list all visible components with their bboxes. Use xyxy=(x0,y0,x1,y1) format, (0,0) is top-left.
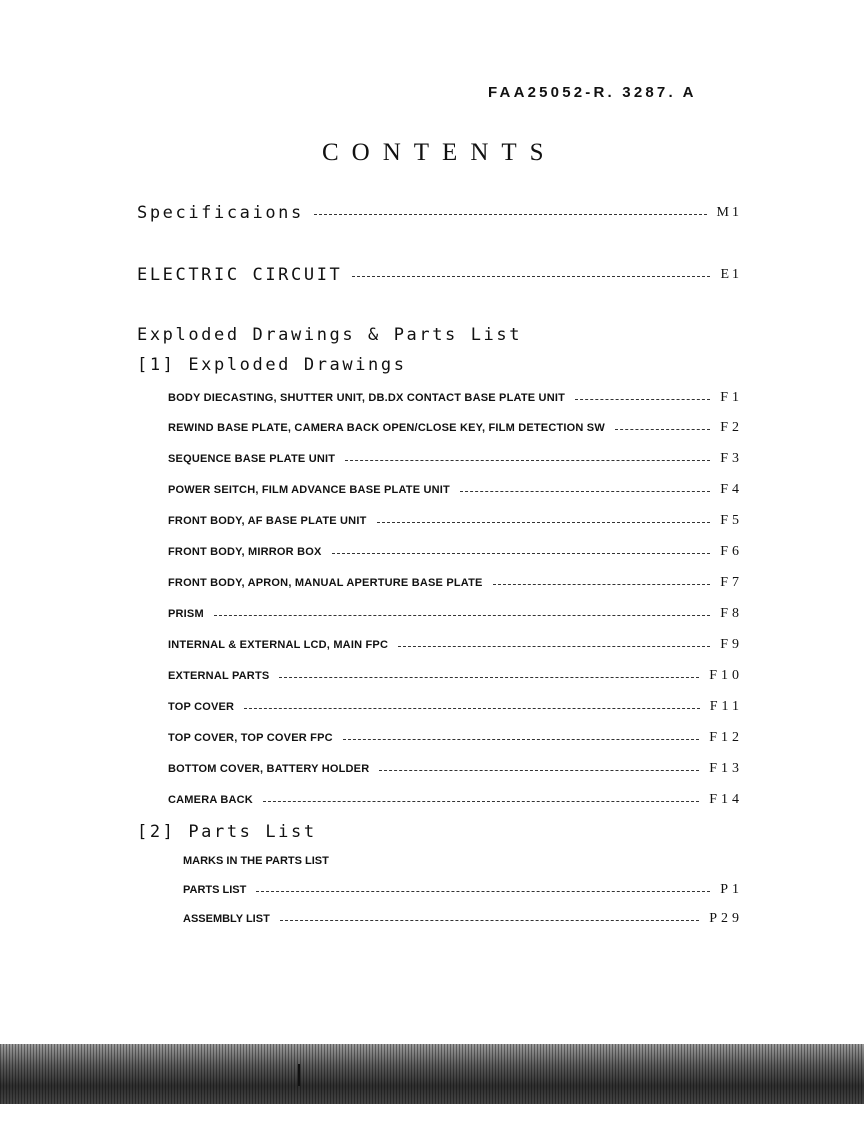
toc-page: F8 xyxy=(720,606,743,621)
toc-page: F14 xyxy=(709,792,743,807)
dot-leader xyxy=(398,646,710,647)
toc-page: F12 xyxy=(709,730,743,745)
toc-row xyxy=(168,699,743,715)
toc-label: PRISM xyxy=(168,608,204,620)
toc-page: P29 xyxy=(709,911,743,926)
toc-page: F5 xyxy=(720,513,743,528)
toc-label: ELECTRIC CIRCUIT xyxy=(137,265,343,285)
toc-row xyxy=(168,637,743,653)
toc-page: F3 xyxy=(720,451,743,466)
toc-row xyxy=(168,482,743,498)
toc-label: FRONT BODY, AF BASE PLATE UNIT xyxy=(168,515,367,527)
dot-leader xyxy=(377,522,711,523)
toc-page: F4 xyxy=(720,482,743,497)
dot-leader xyxy=(352,276,710,277)
toc-row xyxy=(168,513,743,529)
toc-row-specifications xyxy=(137,203,742,223)
section-heading-exploded-drawings: [1] Exploded Drawings xyxy=(137,355,407,375)
dot-leader xyxy=(575,399,710,400)
dot-leader xyxy=(615,429,710,430)
dot-leader xyxy=(244,708,700,709)
toc-page: F10 xyxy=(709,668,743,683)
toc-label: REWIND BASE PLATE, CAMERA BACK OPEN/CLOSE KEY, FILM DETECTION SW xyxy=(168,422,605,434)
toc-page: E1 xyxy=(720,267,742,282)
toc-page: P1 xyxy=(720,882,743,897)
toc-label: CAMERA BACK xyxy=(168,794,253,806)
toc-label: TOP COVER, TOP COVER FPC xyxy=(168,732,333,744)
toc-label: Specificaions xyxy=(137,203,304,223)
document-code: FAA25052-R. 3287. A xyxy=(488,84,697,101)
dot-leader xyxy=(343,739,699,740)
toc-row xyxy=(168,668,743,684)
dot-leader xyxy=(279,677,699,678)
dot-leader xyxy=(345,460,710,461)
scan-mark xyxy=(298,1064,300,1086)
toc-page: F2 xyxy=(720,420,743,435)
toc-label: BOTTOM COVER, BATTERY HOLDER xyxy=(168,763,370,775)
toc-label: TOP COVER xyxy=(168,701,235,713)
dot-leader xyxy=(314,214,707,215)
toc-page: F1 xyxy=(720,390,743,405)
toc-row xyxy=(168,730,743,746)
toc-label: BODY DIECASTING, SHUTTER UNIT, DB.DX CONTACT BASE PLATE UNIT xyxy=(168,392,566,404)
dot-leader xyxy=(379,770,699,771)
toc-row xyxy=(168,761,743,777)
toc-row-parts-list xyxy=(183,882,743,898)
dot-leader xyxy=(332,553,711,554)
dot-leader xyxy=(280,920,699,921)
toc-page: F9 xyxy=(720,637,743,652)
page-title: CONTENTS xyxy=(322,139,557,166)
toc-row xyxy=(168,451,743,467)
toc-row xyxy=(168,606,743,622)
toc-page: F7 xyxy=(720,575,743,590)
dot-leader xyxy=(493,584,711,585)
toc-label: SEQUENCE BASE PLATE UNIT xyxy=(168,453,336,465)
toc-row-assembly-list xyxy=(183,911,743,927)
toc-label: PARTS LIST xyxy=(183,884,247,896)
section-heading-parts-list: [2] Parts List xyxy=(137,822,317,842)
dot-leader xyxy=(256,891,710,892)
toc-page: F6 xyxy=(720,544,743,559)
dot-leader xyxy=(214,615,710,616)
toc-page: F11 xyxy=(709,699,743,714)
toc-page: M1 xyxy=(716,205,742,220)
dot-leader xyxy=(263,801,699,802)
scan-artifact-band xyxy=(0,1044,864,1104)
marks-label: MARKS IN THE PARTS LIST xyxy=(183,855,329,867)
toc-label: INTERNAL & EXTERNAL LCD, MAIN FPC xyxy=(168,639,389,651)
toc-row xyxy=(168,390,743,406)
toc-label: FRONT BODY, MIRROR BOX xyxy=(168,546,322,558)
toc-row-electric-circuit xyxy=(137,265,742,285)
toc-label: FRONT BODY, APRON, MANUAL APERTURE BASE PLATE xyxy=(168,577,483,589)
toc-row xyxy=(168,544,743,560)
toc-label: POWER SEITCH, FILM ADVANCE BASE PLATE UNIT xyxy=(168,484,450,496)
dot-leader xyxy=(460,491,710,492)
toc-label: EXTERNAL PARTS xyxy=(168,670,270,682)
toc-row xyxy=(168,575,743,591)
toc-page: F13 xyxy=(709,761,743,776)
toc-row xyxy=(168,420,743,436)
toc-label: ASSEMBLY LIST xyxy=(183,913,270,925)
toc-row xyxy=(168,792,743,808)
section-heading-exploded: Exploded Drawings & Parts List xyxy=(137,325,523,345)
